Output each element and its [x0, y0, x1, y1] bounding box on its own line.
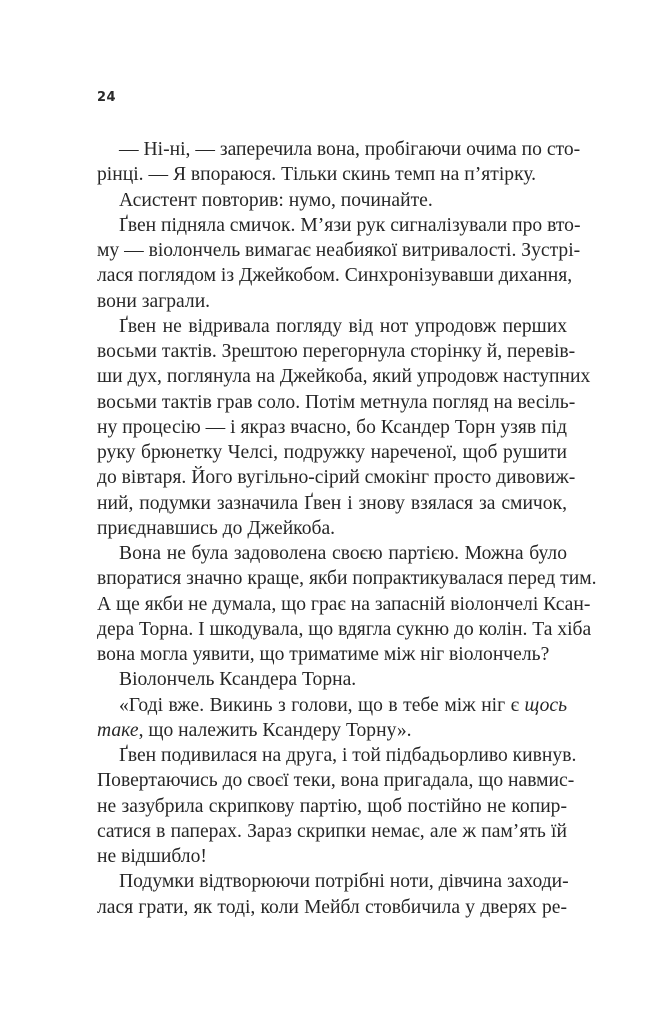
text-segment: Ґвен підняла смичок. М’язи рук сигналізували про вто-: [119, 214, 581, 236]
text-line: [97, 415, 567, 440]
text-line: [97, 895, 567, 920]
text-line: [97, 263, 573, 288]
text-line: [97, 642, 567, 667]
text-segment: лася грати, як тоді, коли Мейбл стовбичила у дверях ре-: [97, 896, 567, 918]
text-line: [97, 794, 567, 819]
text-segment: — Ні-ні, — заперечила вона, пробігаючи очима по сто-: [119, 139, 581, 160]
text-segment: Віолончель Ксандера Торна.: [119, 669, 357, 691]
text-segment: ши дух, поглянула на Джейкоба, який упродовж наступних: [97, 366, 591, 388]
text-segment: вона могла уявити, що триматиме між ніг віолончель?: [97, 644, 550, 665]
text-line: [97, 213, 581, 238]
text-line: [97, 137, 581, 162]
text-segment: рінці. — Я впораюся. Тільки скинь темп на п’ятірку.: [97, 164, 537, 186]
text-segment: Асистент повторив: нумо, починайте.: [119, 189, 433, 211]
text-line: [97, 390, 576, 415]
text-line: [97, 718, 567, 743]
text-segment: Ґвен подивилася на друга, і той підбадьорливо кивнув.: [119, 745, 577, 766]
text-line: [97, 238, 581, 263]
text-line: [97, 566, 597, 591]
text-line: [97, 465, 576, 490]
text-line: [97, 693, 567, 718]
text-line: [97, 516, 567, 541]
text-line: [97, 541, 567, 566]
text-segment: Вона не була задоволена своєю партією. Можна було: [119, 543, 567, 564]
text-line: [97, 819, 567, 844]
text-line: [97, 491, 567, 516]
text-segment: му — віолончель вимагає неабиякої витривалості. Зустрі-: [97, 240, 581, 261]
text-segment: «Годі вже. Викинь з голови, що в тебе між ніг є: [119, 694, 525, 716]
text-line: [97, 289, 567, 314]
text-line: [97, 592, 591, 617]
text-segment: Ґвен не відривала погляду від нот упродовж перших: [119, 315, 567, 337]
text-segment: А ще якби не думала, що грає на запасній віолончелі Ксан-: [97, 593, 591, 615]
text-line: [97, 339, 576, 364]
text-segment: сатися в паперах. Зараз скрипки немає, але ж пам’ять їй: [97, 820, 567, 842]
italic-text: щось: [524, 694, 567, 716]
italic-text: таке: [97, 719, 139, 741]
text-segment: не зазубрила скрипкову партію, щоб постійно не копир-: [97, 795, 567, 817]
text-line: [97, 162, 567, 187]
text-segment: , що належить Ксандеру Торну».: [138, 719, 412, 741]
text-line: [97, 440, 567, 465]
text-segment: дера Торна. І шкодувала, що вдягла сукню до колін. Та хіба: [97, 618, 592, 640]
text-line: [97, 314, 567, 339]
text-segment: не відшибло!: [97, 846, 207, 867]
page-number: 24: [97, 90, 117, 105]
text-segment: ну процесію — і якраз вчасно, бо Ксандер Торн узяв під: [97, 416, 567, 438]
text-segment: Повертаючись до своєї теки, вона пригадала, що навмис-: [97, 770, 575, 792]
body-text: [97, 137, 597, 920]
text-segment: руку брюнетку Челсі, подружку нареченої, щоб рушити: [97, 442, 567, 463]
text-line: [97, 743, 577, 768]
text-line: [97, 768, 575, 793]
text-segment: впоратися значно краще, якби попрактикувалася перед тим.: [97, 568, 597, 590]
text-segment: приєднавшись до Джейкоба.: [97, 517, 336, 539]
text-segment: восьми тактів. Зрештою перегорнула сторінку й, перевів-: [97, 341, 576, 362]
text-line: [97, 617, 592, 642]
text-line: [97, 188, 567, 213]
text-segment: лася поглядом із Джейкобом. Синхронізувавши дихання,: [97, 265, 573, 287]
text-line: [97, 844, 567, 869]
text-segment: до вівтаря. Його вугільно-сірий смокінг просто дивовиж-: [97, 467, 576, 489]
text-segment: вони заграли.: [97, 290, 211, 312]
text-line: [97, 869, 567, 894]
text-line: [97, 667, 567, 692]
text-line: [97, 364, 591, 389]
text-segment: ний, подумки зазначила Ґвен і знову взялася за смичок,: [97, 492, 567, 514]
text-segment: восьми тактів грав соло. Потім метнула погляд на весіль-: [97, 391, 576, 413]
text-segment: Подумки відтворюючи потрібні ноти, дівчина заходи-: [119, 871, 569, 893]
